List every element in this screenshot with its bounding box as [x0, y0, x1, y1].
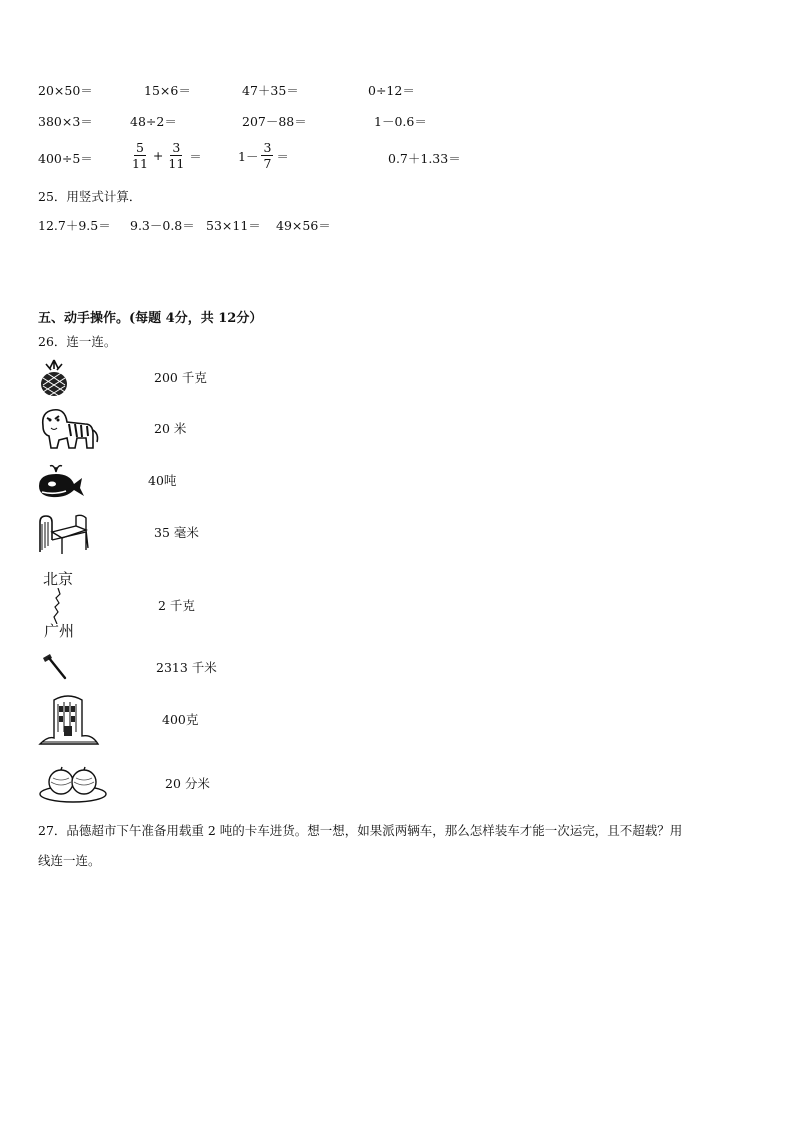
fraction-b-denominator: 11: [168, 156, 185, 171]
calc-3-4: 0.7＋1.33＝: [388, 151, 461, 166]
calc-1-4: 0÷12＝: [368, 83, 415, 98]
unit-label-1: 200 千克: [154, 370, 207, 385]
calc-2-1: 380×3＝: [38, 114, 93, 129]
q25-item-3: 53×11＝: [206, 218, 261, 233]
route-line-icon: [44, 588, 74, 624]
pineapple-icon: [36, 358, 72, 398]
calc-3-2-fraction-sum: [130, 140, 205, 171]
q25-item-1: 12.7＋9.5＝: [38, 218, 111, 233]
unit-label-7: 400克: [162, 712, 199, 727]
calc-2-4: 1－0.6＝: [374, 114, 427, 129]
fraction-a-denominator: 11: [132, 156, 148, 171]
q27-line-1: 27．品德超市下午准备用载重 2 吨的卡车进货。想一想，如果派两辆车，那么怎样装车才能一次运完，且不超载？用: [38, 823, 683, 838]
fraction-b: [166, 140, 186, 171]
q26-title: 26．连一连。: [38, 334, 117, 349]
map-label-guangzhou: 广州: [44, 622, 75, 640]
q27-line-2: 线连一连。: [38, 853, 101, 868]
fraction-c-numerator: 3: [263, 140, 272, 155]
q25-item-4: 49×56＝: [276, 218, 331, 233]
apples-on-plate-icon: [38, 764, 108, 804]
fraction-a: [130, 140, 150, 171]
fraction-c-denominator: 7: [263, 156, 272, 171]
map-label-beijing: 北京: [43, 570, 74, 588]
unit-label-6: 2313 千米: [156, 660, 217, 675]
one-minus: 1－: [238, 148, 259, 164]
tiger-icon: [37, 406, 101, 452]
unit-label-3: 40吨: [148, 473, 177, 488]
unit-label-4: 35 毫米: [154, 525, 199, 540]
unit-label-5: 2 千克: [158, 598, 195, 613]
unit-label-8: 20 分米: [165, 776, 210, 791]
building-icon: [38, 692, 100, 746]
section-5-heading: 五、动手操作。(每题 4分，共 12分）: [38, 311, 263, 326]
calc-1-2: 15×6＝: [144, 83, 191, 98]
bed-icon: [36, 510, 90, 554]
fraction-c: [261, 140, 273, 171]
unit-label-2: 20 米: [154, 421, 187, 436]
equals-sign: ＝: [276, 148, 289, 164]
calc-1-3: 47＋35＝: [242, 83, 299, 98]
calc-1-1: 20×50＝: [38, 83, 93, 98]
calc-2-2: 48÷2＝: [130, 114, 177, 129]
calc-3-1: 400÷5＝: [38, 151, 93, 166]
fraction-b-numerator: 3: [172, 140, 181, 155]
q25-title: 25．用竖式计算．: [38, 189, 142, 204]
plus-sign: +: [152, 148, 164, 163]
fraction-a-numerator: 5: [135, 140, 144, 155]
calc-2-3: 207－88＝: [242, 114, 307, 129]
whale-icon: [36, 462, 86, 500]
nail-icon: [40, 652, 68, 680]
q25-item-2: 9.3－0.8＝: [130, 218, 195, 233]
calc-3-3-fraction-diff: [238, 140, 292, 171]
equals-sign: ＝: [189, 148, 202, 164]
